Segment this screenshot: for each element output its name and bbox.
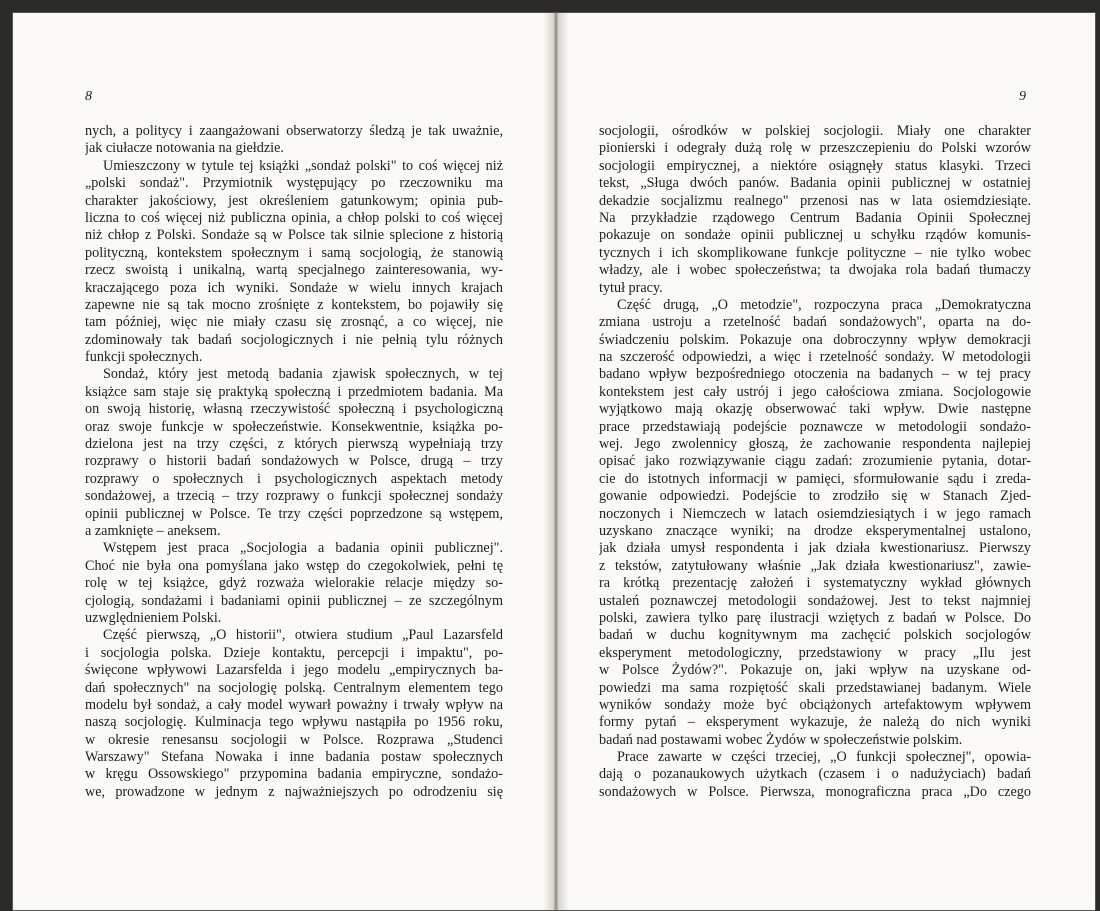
text-line: noczonych i Niemczech w latach osiemdziesiątych i w jego ramach [599, 505, 1031, 522]
text-line: dekadzie socjalizmu realnego" przenosi nas w lata osiemdziesiąte. [599, 192, 1031, 209]
text-line: on swoją historię, własną rzeczywistość społeczną i psychologiczną [85, 401, 503, 418]
text-line: wej. Jego zwolennicy głoszą, że zachowanie respondenta najlepiej [599, 436, 1031, 453]
book-spread [12, 12, 1096, 911]
text-line: rzecz swoistą i unikalną, wartą specjalnego zainteresowania, wy- [85, 262, 503, 279]
text-line: zdominowały tak badań socjologicznych i nie pełnią tylu różnych [85, 331, 503, 348]
text-line: a zamknięte – aneksem. [85, 522, 221, 539]
text-line: naszą socjologię. Kulminacja tego wpływu nastąpiła po 1956 roku, [85, 714, 503, 731]
text-line: liczna to coś więcej niż publiczna opinia, a chłop polski to coś więcej [85, 209, 503, 226]
left-page [13, 13, 544, 910]
text-line: gowanie odpowiedzi. Podejście to zrodziło się w Stanach Zjed- [599, 488, 1031, 505]
text-line: świadczeniu polskim. Pokazuje ona dobroczynny wpływ demokracji [599, 331, 1031, 348]
text-line: dań społecznych" na socjologię polską. Centralnym elementem tego [85, 679, 503, 696]
text-line: wyników sondaży może być obciążonych artefaktowym wpływem [599, 696, 1031, 713]
text-line: Warszawy" Stefana Nowaka i inne badania postaw społecznych [85, 749, 503, 766]
text-line: na szczerość odpowiedzi, a więc i rzetelność sondaży. W metodologii [599, 349, 1031, 366]
page-number: 9 [1019, 89, 1026, 104]
text-line: w Polsce Żydów?". Pokazuje on, jaki wpływ na uzyskane od- [599, 662, 1031, 679]
text-line: nych, a politycy i zaangażowani obserwatorzy śledzą je tak uważnie, [85, 123, 503, 139]
text-line: badano wpływ bezpośredniego otoczenia na badanych – w tej pracy [599, 366, 1031, 383]
text-line: uzyskano znaczące wyniki; na drodze eksperymentalnej ustalono, [599, 522, 1031, 539]
text-line: wyjątkowo mają okazję obserwować taki wpływ. Dwie następne [599, 401, 1031, 418]
text-line: ra krótką prezentację założeń i systematyczny wykład głównych [599, 575, 1031, 592]
text-line: jak ciułacze notowania na giełdzie. [85, 140, 284, 157]
text-line: w okresie renesansu socjologii w Polsce. Rozprawa „Studenci [85, 731, 503, 748]
text-line: Sondaż, który jest metodą badania zjawisk społecznych, w tej [103, 366, 503, 383]
text-line: Na przykładzie rządowego Centrum Badania Opinii Społecznej [599, 209, 1031, 226]
text-line: zapewne nie są tak mocno zrośnięte z kontekstem, bo pojawiły się [85, 296, 503, 313]
text-line: polski, zawiera tylko parę ilustracji wziętych z badań w Polsce. Do [599, 609, 1031, 626]
page-number: 8 [85, 89, 92, 104]
text-line: tytuł pracy. [599, 279, 663, 296]
text-line: tam później, więc nie miały czasu się zrosnąć, a co więcej, nie [85, 314, 503, 331]
text-line: charakter jakościowy, jest określeniem gatunkowym; opinia pub- [85, 192, 503, 209]
text-line: ustaleń poznawczej metodologii sondażowej. Jest to tekst najmniej [599, 592, 1031, 609]
text-line: uzwględnieniem Polski. [85, 609, 222, 626]
text-line: prace przedstawiają podejście poznawcze w metodologii sondażo- [599, 418, 1031, 435]
text-line: Umieszczony w tytule tej książki „sondaż polski" to coś więcej niż [103, 157, 503, 174]
text-line: kraczającego poza ich wyniki. Sondaże w wielu innych krajach [85, 279, 503, 296]
page-text [599, 123, 1031, 801]
text-line: badań nad postawami wobec Żydów w społeczeństwie polskim. [599, 731, 963, 748]
text-line: książce sam staje się praktyką społeczną i przedmiotem badania. Ma [85, 383, 503, 400]
text-line: powiedzi ma sama rozpiętość skali przedstawianej badanym. Wiele [599, 679, 1031, 696]
text-line: sondażowej, a trzecią – trzy rozprawy o funkcji społecznej sondaży [85, 488, 503, 505]
text-line: we, prowadzone w jednym z najważniejszych po odrodzeniu się [85, 783, 503, 800]
text-line: tycznych i ich skomplikowane funkcje polityczne – nie tylko wobec [599, 244, 1031, 261]
text-line: formy pytań – eksperyment wykazuje, że należą do nich wyniki [599, 714, 1031, 731]
text-line: władzy, ale i wobec społeczeństwa; ta dwojaka rola badań tłumaczy [599, 262, 1031, 279]
text-line: polityczną, kontekstem społecznym i samą socjologią, że stanowią [85, 244, 503, 261]
text-line: pokazuje on sondaże opinii publicznej u schyłku rządów komunis- [599, 227, 1031, 244]
text-line: kontekstem jest cały ustrój i jego całościowa zmiana. Socjologowie [599, 383, 1031, 400]
text-line: i socjologia polska. Dzieje kontaktu, percepcji i impaktu", po- [85, 644, 503, 661]
text-line: modelu był sondaż, a cały model wywarł poważny i trwały wpływ na [85, 696, 503, 713]
text-line: z tekstów, zatytułowany właśnie „Jak działa kwestionariusz", zawie- [599, 557, 1031, 574]
text-line: Prace zawarte w części trzeciej, „O funkcji społecznej", opowia- [617, 749, 1031, 766]
text-line: dzielona jest na trzy części, z których pierwszą wypełniają trzy [85, 436, 503, 453]
text-line: eksperyment metodologiczny, przedstawiony w pracy „Ilu jest [599, 644, 1031, 661]
text-line: cie do istotnych informacji w pamięci, sformułowanie sądu i zreda- [599, 470, 1031, 487]
text-line: funkcji społecznych. [85, 349, 203, 366]
text-line: sondażowych w Polsce. Pierwsza, monograficzna praca „Do czego [599, 783, 1031, 800]
text-line: rolę w tej książce, gdyż rozważa wielorakie relacje między so- [85, 575, 503, 592]
text-line: Choć nie była ona pomyślana jako wstęp do czegokolwiek, pełni tę [85, 557, 503, 574]
text-line: niż chłop z Polski. Sondaże są w Polsce tak silnie splecione z historią [85, 227, 503, 244]
text-line: tekst, „Sługa dwóch panów. Badania opinii publicznej w ostatniej [599, 175, 1031, 192]
text-line: opisać jako rozwiązywanie ciągu zadań: zrozumienie pytania, dotar- [599, 453, 1031, 470]
text-line: socjologii empirycznej, a niektóre osiągnęły status klasyki. Trzeci [599, 157, 1031, 174]
text-line: opinii publicznej w Polsce. Te trzy części poprzedzone są wstępem, [85, 505, 503, 522]
text-line: „polski sondaż". Przymiotnik występujący po rzeczowniku ma [85, 175, 503, 192]
text-line: badań w duchu kognitywnym ma zachęcić polskich socjologów [599, 627, 1031, 644]
text-line: Wstępem jest praca „Socjologia a badania opinii publicznej". [103, 540, 503, 557]
text-line: oraz swoje funkcje w społeczeństwie. Konsekwentnie, książka po- [85, 418, 503, 435]
text-line: rozprawy o historii badań sondażowych w Polsce, drugą – trzy [85, 453, 503, 470]
text-line: pionierski i odegrały dużą rolę w przeszczepieniu do Polski wzorów [599, 140, 1031, 157]
text-line: Część drugą, „O metodzie", rozpoczyna praca „Demokratyczna [617, 296, 1031, 313]
page-text [85, 123, 503, 801]
book-gutter [543, 13, 569, 910]
text-line: rozprawy o społecznych i psychologicznych aspektach metody [85, 470, 503, 487]
text-line: cjologią, sondażami i badaniami opinii publicznej – ze szczególnym [85, 592, 503, 609]
right-page [569, 13, 1097, 910]
text-line: dają o pozanaukowych użytkach (czasem i o nadużyciach) badań [599, 766, 1031, 783]
text-line: socjologii, ośrodków w polskiej socjologii. Miały one charakter [599, 123, 1031, 139]
text-line: zmiana ustroju a rzetelność badań sondażowych", oparta na do- [599, 314, 1031, 331]
text-line: święcone wpływowi Lazarsfelda i jego modelu „empirycznych ba- [85, 662, 503, 679]
text-line: jak działa umysł respondenta i jak działa kwestionariusz. Pierwszy [599, 540, 1031, 557]
text-line: w kręgu Ossowskiego" przypomina badania empiryczne, sondażo- [85, 766, 503, 783]
text-line: Część pierwszą, „O historii", otwiera studium „Paul Lazarsfeld [103, 627, 503, 644]
